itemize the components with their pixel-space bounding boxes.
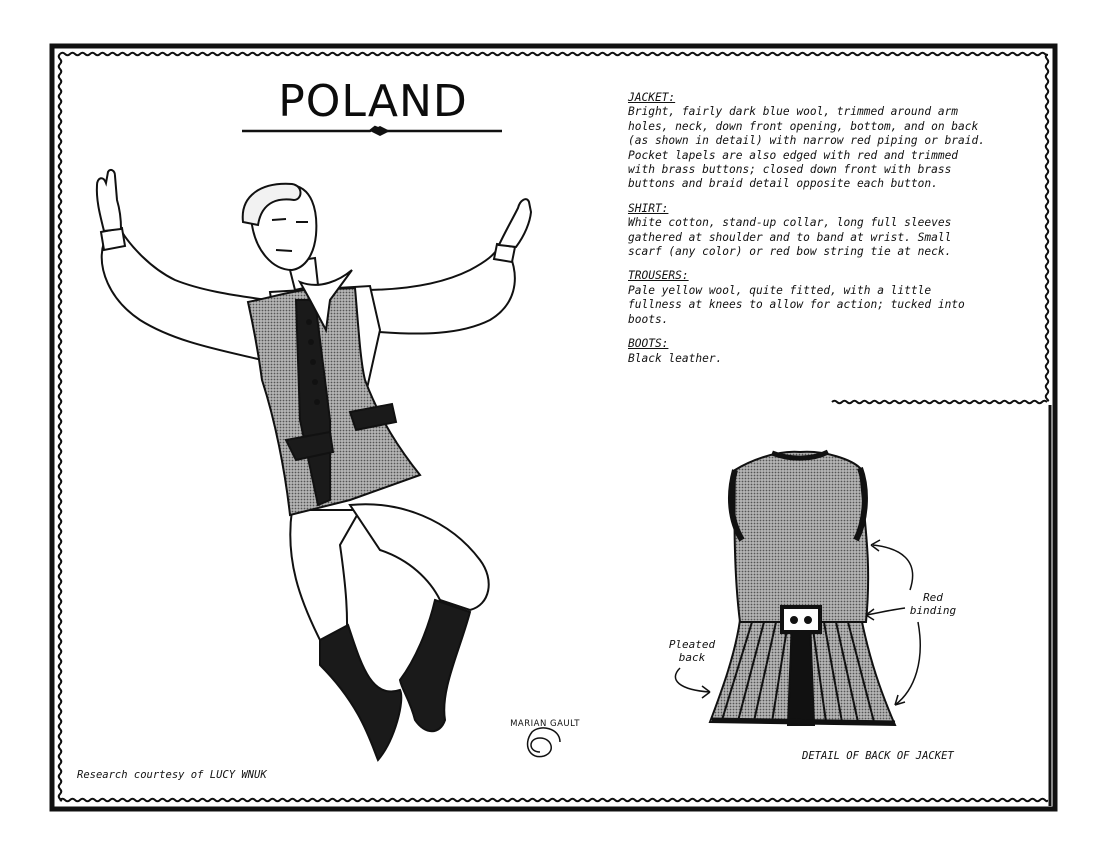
section-heading: JACKET: <box>628 91 676 104</box>
section-trousers <box>628 269 1033 327</box>
artist-signature: MARIAN GAULT <box>510 719 580 729</box>
section-body: Black leather. <box>628 351 723 365</box>
label-line: binding <box>909 604 957 617</box>
label-line: Pleated <box>668 638 716 651</box>
section-jacket <box>628 91 1033 192</box>
section-body: Pale yellow wool, quite fitted, with a little fullness at knees to allow for action; tucked into boots. <box>628 283 965 326</box>
research-credit: Research courtesy of LUCY WNUK <box>77 769 267 781</box>
costume-description <box>628 91 1033 376</box>
pleated-back-label <box>660 638 724 664</box>
dancer-illustration <box>97 170 531 760</box>
section-heading: BOOTS: <box>628 337 669 351</box>
section-body: Bright, fairly dark blue wool, trimmed around arm holes, neck, down front opening, bottom, and on back (as shown in detail) with narrow red piping or braid. Pocket lapels are also edged with red and trimmed with brass buttons; closed down front with brass buttons and braid detail opposite each button. <box>628 105 985 191</box>
page-title: POLAND <box>278 76 468 127</box>
section-boots <box>628 337 1033 366</box>
section-shirt <box>628 202 1033 260</box>
label-line: Red <box>923 591 943 604</box>
detail-caption: DETAIL OF BACK OF JACKET <box>802 750 954 762</box>
section-heading: TROUSERS: <box>628 269 689 283</box>
section-heading: SHIRT: <box>628 201 669 215</box>
signature-swirl <box>528 728 560 757</box>
label-line: back <box>678 651 706 664</box>
section-body: White cotton, stand-up collar, long full sleeves gathered at shoulder and to band at wrist. Small scarf (any color) or red bow string tie at neck. <box>628 216 952 259</box>
red-binding-label <box>898 591 968 617</box>
jacket-back-illustration <box>710 452 895 725</box>
